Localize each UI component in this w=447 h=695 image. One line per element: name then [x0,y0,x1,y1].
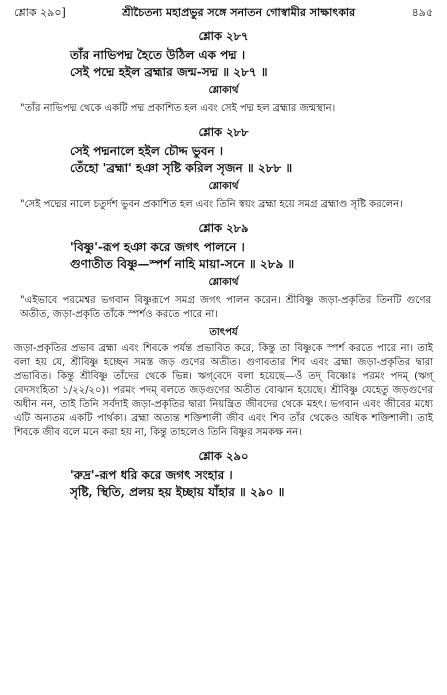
verse-line-2: তেঁহো 'ব্রহ্মা' হঞা সৃষ্টি করিল সৃজন ॥ ২৮৮ ॥ [70,161,293,175]
verse-text [14,47,433,81]
purport-text: জড়া-প্রকৃতির প্রভাব ব্রহ্মা এবং শিবকে পর্যন্ত প্রভাবিত করে, কিন্তু তা বিষ্ণুকে স্পর্শ করতে পারে না। তাই বলা হয় যে, শ্রীবিষ্ণু হচ্ছেন সমস্ত জড় গুণের অতীত। গুণাবতার শিব এবং ব্রহ্মা জড়া-প্রকৃতির দ্বারা প্রভাবিত। কিন্তু শ্রীবিষ্ণু তাঁদের থেকে ভিন্ন। ঋগ্‌বেদে বলা হয়েছে—ওঁ তদ্ বিষ্ণোঃ পরমং পদম্ (ঋগ্ বেদসংহিতা ১/২২/২০)। পরমং পদম্ বলতে জড়গুণের অতীত বোঝান হয়েছে। শ্রীবিষ্ণু যেহেতু জড়গুণের অধীন নন, তাই তিনি সর্বদাই জড়া-প্রকৃতির দ্বারা নিয়ন্ত্রিত জীবদের থেকে মহৎ। ভগবান এবং জীবের মধ্যে এটি অন্যতম একটি পার্থক্য। ব্রহ্মা অত্যন্ত শক্তিশালী জীব এবং শিব তাঁর থেকেও অধিক শক্তিশালী। তাই শিবকে জীব বলে মনে করা হয় না, কিন্তু তাহলেও তিনি বিষ্ণুর সমকক্ষ নন। [14,343,433,438]
translation-text: "সেই পদ্মের নালে চতুর্দশ ভুবন প্রকাশিত হল এবং তিনি স্বয়ং ব্রহ্মা হয়ে সমগ্র ব্রহ্মাণ্ড সৃষ্টি করলেন। [20,199,403,210]
verse-line-1: 'বিষ্ণু'-রূপ হঞা করে জগৎ পালনে । [70,240,245,254]
header-verse-ref: শ্লোক ২৯০] [14,6,66,19]
page-number: ৪৯৫ [411,6,433,19]
verse-line-2: সৃষ্টি, স্থিতি, প্রলয় হয় ইচ্ছায় যাঁহার ॥ ২৯০ ॥ [70,485,285,499]
translation-text: "এইভাবে পরমেশ্বর ভগবান বিষ্ণুরূপে সমগ্র জগৎ পালন করেন। শ্রীবিষ্ণু জড়া-প্রকৃতির তিনটি গুণের অতীত, জড়া-প্রকৃতি তাঁকে স্পর্শও করতে পারে না। [20,295,431,320]
verse-line-2: গুণাতীত বিষ্ণু—স্পর্শ নাহি মায়া-সনে ॥ ২৮৯ ॥ [70,257,295,271]
verse-line-1: তাঁর নাভিপদ্ম হৈতে উঠিল এক পদ্ম । [70,48,246,62]
sloka-heading: শ্লোক ২৮৯ [198,221,249,235]
purport-heading: তাৎপর্য [209,327,238,338]
translation-label: শ্লোকার্থ [208,277,239,288]
translation-label: শ্লোকার্থ [208,181,239,192]
sloka-287 [14,28,433,116]
sloka-288 [14,124,433,212]
verse-text [14,467,433,501]
verse-text [14,239,433,273]
sloka-heading: শ্লোক ২৯০ [198,449,249,463]
header-title: শ্রীচৈতন্য মহাপ্রভুর সঙ্গে সনাতন গোস্বামীর সাক্ষাৎকার [122,6,356,19]
running-header [14,6,433,20]
translation-text: "তাঁর নাভিপদ্ম থেকে একটি পদ্ম প্রকাশিত হল এবং সেই পদ্ম হল ব্রহ্মার জন্মস্থান। [20,103,336,114]
translation-label: শ্লোকার্থ [208,85,239,96]
verse-line-1: সেই পদ্মনালে হইল চৌদ্দ ভুবন । [70,144,224,158]
verse-line-2: সেই পদ্মে হইল ব্রহ্মার জন্ম-সদ্ম ॥ ২৮৭ ॥ [70,65,268,79]
sloka-290 [14,448,433,501]
verse-line-1: 'রুদ্র'-রূপ ধরি করে জগৎ সংহার । [70,468,233,482]
verse-text [14,143,433,177]
sloka-289 [14,220,433,440]
sloka-heading: শ্লোক ২৮৮ [198,125,249,139]
sloka-heading: শ্লোক ২৮৭ [198,29,249,43]
